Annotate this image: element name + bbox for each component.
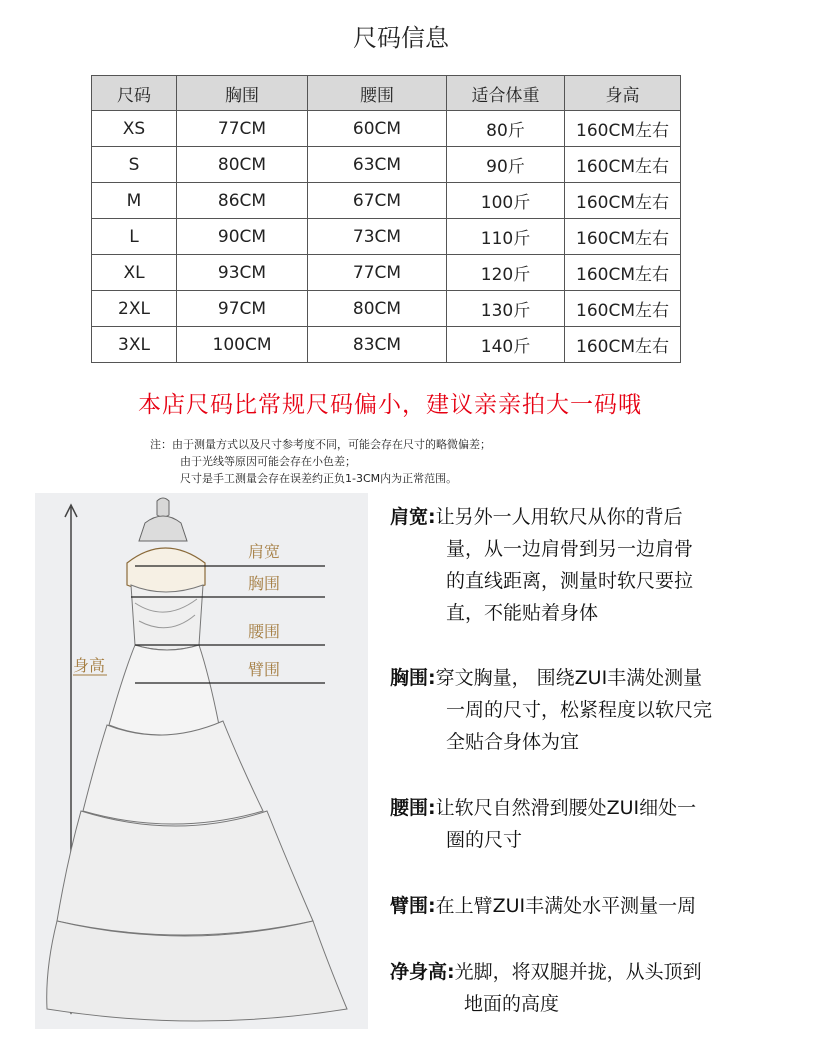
cell-chest: 97CM [177,291,308,327]
instruction-text: 在上臂ZUI丰满处水平测量一周 [435,895,697,917]
cell-size: XL [92,255,177,291]
instruction-text: 的直线距离，测量时软尺要拉 [446,570,694,592]
table-header-row [92,76,681,111]
cell-height: 160CM左右 [565,255,681,291]
mannequin-neck [139,516,187,541]
cell-chest: 90CM [177,219,308,255]
cell-weight: 120斤 [447,255,565,291]
cell-size: XS [92,111,177,147]
table-row [92,327,681,363]
cell-chest: 80CM [177,147,308,183]
note-line: 注：由于测量方式以及尺寸参考度不同，可能会存在尺寸的略微偏差； [150,438,491,451]
note-line: 由于光线等原因可能会存在小色差； [180,455,356,468]
instruction-height [390,956,702,1020]
header-chest: 胸围 [177,76,308,111]
instruction-label: 净身高: [390,961,455,983]
cell-height: 160CM左右 [565,183,681,219]
bodice-top [127,548,205,593]
cell-waist: 80CM [308,291,447,327]
note-line: 尺寸是手工测量会存在误差约正负1-3CM内为正常范围。 [180,472,458,485]
label-waist: 腰围 [248,622,281,641]
label-arm: 臂围 [248,660,281,679]
instruction-label: 臂围: [390,895,436,917]
cell-size: L [92,219,177,255]
cell-waist: 83CM [308,327,447,363]
cell-size: M [92,183,177,219]
instruction-arm [390,890,696,922]
mannequin-head [157,498,169,517]
skirt-tier [47,921,347,1021]
dress-sketch [35,493,368,1029]
size-warning: 本店尺码比常规尺码偏小，建议亲亲拍大一码哦 [138,392,642,418]
size-table [91,75,681,363]
label-shoulder: 肩宽 [248,542,281,561]
cell-height: 160CM左右 [565,219,681,255]
table-row [92,219,681,255]
cell-weight: 80斤 [447,111,565,147]
cell-height: 160CM左右 [565,291,681,327]
instruction-text: 全贴合身体为宜 [446,731,580,753]
table-row [92,291,681,327]
table-row [92,255,681,291]
instruction-label: 肩宽: [390,506,436,528]
instruction-text: 光脚，将双腿并拢，从头顶到 [454,961,702,983]
cell-size: 2XL [92,291,177,327]
cell-chest: 77CM [177,111,308,147]
header-size: 尺码 [92,76,177,111]
instruction-text: 量，从一边肩骨到另一边肩骨 [446,538,694,560]
label-height: 身高 [73,656,106,675]
skirt-tier [109,645,219,735]
cell-waist: 73CM [308,219,447,255]
cell-height: 160CM左右 [565,111,681,147]
instruction-label: 腰围: [390,797,436,819]
measurement-diagram [35,493,368,1029]
instruction-text: 穿文胸量， 围绕ZUI丰满处测量 [435,667,703,689]
cell-weight: 130斤 [447,291,565,327]
cell-weight: 100斤 [447,183,565,219]
cell-waist: 60CM [308,111,447,147]
instruction-text: 让另外一人用软尺从你的背后 [435,506,683,528]
cell-waist: 63CM [308,147,447,183]
cell-chest: 100CM [177,327,308,363]
cell-weight: 140斤 [447,327,565,363]
instruction-label: 胸围: [390,667,436,689]
header-waist: 腰围 [308,76,447,111]
table-row [92,111,681,147]
cell-weight: 90斤 [447,147,565,183]
instruction-text: 让软尺自然滑到腰处ZUI细处一 [435,797,697,819]
instruction-text: 圈的尺寸 [446,829,523,851]
cell-weight: 110斤 [447,219,565,255]
page-title: 尺码信息 [353,24,449,52]
measurement-notes [150,436,491,487]
instruction-shoulder [390,501,693,629]
header-height: 身高 [565,76,681,111]
cell-height: 160CM左右 [565,147,681,183]
cell-height: 160CM左右 [565,327,681,363]
table-row [92,183,681,219]
skirt-tier [57,811,313,935]
instruction-text: 地面的高度 [464,993,560,1015]
cell-size: 3XL [92,327,177,363]
header-weight: 适合体重 [447,76,565,111]
instruction-chest [390,662,712,758]
skirt-tier [83,721,263,824]
cell-chest: 93CM [177,255,308,291]
label-chest: 胸围 [248,574,281,593]
instruction-text: 一周的尺寸，松紧程度以软尺完 [446,699,713,721]
cell-size: S [92,147,177,183]
cell-chest: 86CM [177,183,308,219]
instruction-waist [390,792,696,856]
cell-waist: 67CM [308,183,447,219]
table-row [92,147,681,183]
cell-waist: 77CM [308,255,447,291]
instruction-text: 直，不能贴着身体 [446,602,599,624]
